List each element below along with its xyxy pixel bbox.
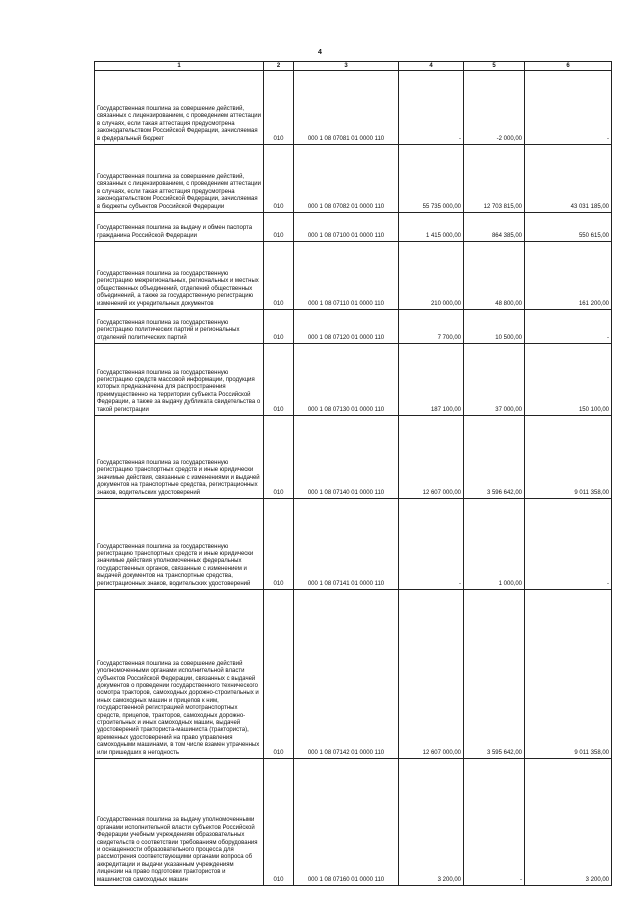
row-executed-cell: - [464,759,525,886]
row-code-cell: 010 [264,145,294,213]
row-plan-cell: 187 100,00 [399,344,464,416]
row-code-cell: 010 [264,590,294,759]
column-header-3: 3 [294,62,399,71]
row-name-cell: Государственная пошлина за выдачу и обмен паспорта гражданина Российской Федерации [95,213,264,242]
table-row [95,759,612,886]
row-executed-cell: 12 703 815,00 [464,145,525,213]
table-row [95,145,612,213]
row-plan-cell: - [399,71,464,145]
table-row [95,213,612,242]
row-executed-cell: 10 500,00 [464,310,525,344]
table-row [95,242,612,310]
row-kbk-cell: 000 1 08 07160 01 0000 110 [294,759,399,886]
column-header-6: 6 [525,62,612,71]
row-plan-cell: 12 607 000,00 [399,416,464,499]
row-kbk-cell: 000 1 08 07100 01 0000 110 [294,213,399,242]
row-name-cell: Государственная пошлина за государственную регистрацию транспортных средств и иные юридически значимые действия уполномоченных федеральных государственных органов, связанные с изменением и выдачей документов на транспортные средства, регистрационных знаков, водительских удостоверений [95,499,264,590]
row-name-cell: Государственная пошлина за выдачу уполномоченными органами исполнительной власти субъектов Российской Федерации учебным учреждениям образовательных свидетельств о соответствии требованиям оборудования и оснащенности образовательного процесса для рассмотрения соответствующими органами вопроса об аккредитации и выдачи указанным учреждениям лицензии на право подготовки трактористов и машинистов самоходных машин [95,759,264,886]
table-row [95,310,612,344]
row-name-cell: Государственная пошлина за государственную регистрацию транспортных средств и иные юридически значимые действия, связанные с изменениями и выдачей документов на транспортные средства, регистрационных знаков, водительских удостоверений [95,416,264,499]
revenue-table [94,61,612,886]
row-unexecuted-cell: - [525,499,612,590]
row-code-cell: 010 [264,242,294,310]
row-executed-cell: 3 596 642,00 [464,416,525,499]
column-header-2: 2 [264,62,294,71]
row-executed-cell: 48 800,00 [464,242,525,310]
row-unexecuted-cell: 9 011 358,00 [525,416,612,499]
row-kbk-cell: 000 1 08 07140 01 0000 110 [294,416,399,499]
row-name-cell: Государственная пошлина за государственную регистрацию межрегиональных, региональных и местных общественных объединений, отделений общественных объединений, а также за государственную регистрацию изменений их учредительных документов [95,242,264,310]
row-name-cell: Государственная пошлина за государственную регистрацию политических партий и региональных отделений политических партий [95,310,264,344]
row-kbk-cell: 000 1 08 07142 01 0000 110 [294,590,399,759]
row-code-cell: 010 [264,344,294,416]
row-code-cell: 010 [264,416,294,499]
table-row [95,71,612,145]
table-row [95,344,612,416]
row-code-cell: 010 [264,213,294,242]
column-header-5: 5 [464,62,525,71]
row-unexecuted-cell: 3 200,00 [525,759,612,886]
row-kbk-cell: 000 1 08 07120 01 0000 110 [294,310,399,344]
row-plan-cell: 1 415 000,00 [399,213,464,242]
table-row [95,499,612,590]
row-plan-cell: 7 700,00 [399,310,464,344]
table-header-row [95,62,612,71]
row-name-cell: Государственная пошлина за совершение действий, связанных с лицензированием, с проведением аттестации в случаях, если такая аттестация предусмотрена законодательством Российской Федерации, зачисляемая в бюджеты субъектов Российской Федерации [95,145,264,213]
row-plan-cell: 3 200,00 [399,759,464,886]
row-executed-cell: 37 000,00 [464,344,525,416]
row-unexecuted-cell: 150 100,00 [525,344,612,416]
row-plan-cell: 12 607 000,00 [399,590,464,759]
column-header-1: 1 [95,62,264,71]
row-unexecuted-cell: 550 615,00 [525,213,612,242]
row-code-cell: 010 [264,759,294,886]
row-unexecuted-cell: 43 031 185,00 [525,145,612,213]
row-executed-cell: 3 595 642,00 [464,590,525,759]
row-unexecuted-cell: - [525,310,612,344]
row-kbk-cell: 000 1 08 07130 01 0000 110 [294,344,399,416]
row-executed-cell: 864 385,00 [464,213,525,242]
row-unexecuted-cell: 9 011 358,00 [525,590,612,759]
table-row [95,590,612,759]
row-code-cell: 010 [264,499,294,590]
row-plan-cell: 55 735 000,00 [399,145,464,213]
row-executed-cell: -2 000,00 [464,71,525,145]
page-number: 4 [318,49,322,56]
row-kbk-cell: 000 1 08 07141 01 0000 110 [294,499,399,590]
row-plan-cell: - [399,499,464,590]
row-executed-cell: 1 000,00 [464,499,525,590]
row-plan-cell: 210 000,00 [399,242,464,310]
row-code-cell: 010 [264,310,294,344]
row-name-cell: Государственная пошлина за государственную регистрацию средств массовой информации, продукция которых предназначена для распространения преимущественно на территории субъекта Российской Федерации, а также за выдачу дубликата свидетельства о такой регистрации [95,344,264,416]
column-header-4: 4 [399,62,464,71]
row-code-cell: 010 [264,71,294,145]
row-kbk-cell: 000 1 08 07081 01 0000 110 [294,71,399,145]
table-row [95,416,612,499]
row-name-cell: Государственная пошлина за совершение действий уполномоченными органами исполнительной власти субъектов Российской Федерации, связанных с выдачей документов о проведении государственного технического осмотра тракторов, самоходных дорожно-строительных и иных самоходных машин и прицепов к ним, государственной регистрацией мототранспортных средств, прицепов, тракторов, самоходных дорожно-строительных и иных самоходных машин, выдачей удостоверений тракториста-машиниста (тракториста), временных удостоверений на право управления самоходными машинами, в том числе взамен утраченных или пришедших в негодность [95,590,264,759]
row-kbk-cell: 000 1 08 07082 01 0000 110 [294,145,399,213]
row-name-cell: Государственная пошлина за совершение действий, связанных с лицензированием, с проведением аттестации в случаях, если такая аттестация предусмотрена законодательством Российской Федерации, зачисляемая в федеральный бюджет [95,71,264,145]
row-unexecuted-cell: - [525,71,612,145]
row-unexecuted-cell: 161 200,00 [525,242,612,310]
row-kbk-cell: 000 1 08 07110 01 0000 110 [294,242,399,310]
